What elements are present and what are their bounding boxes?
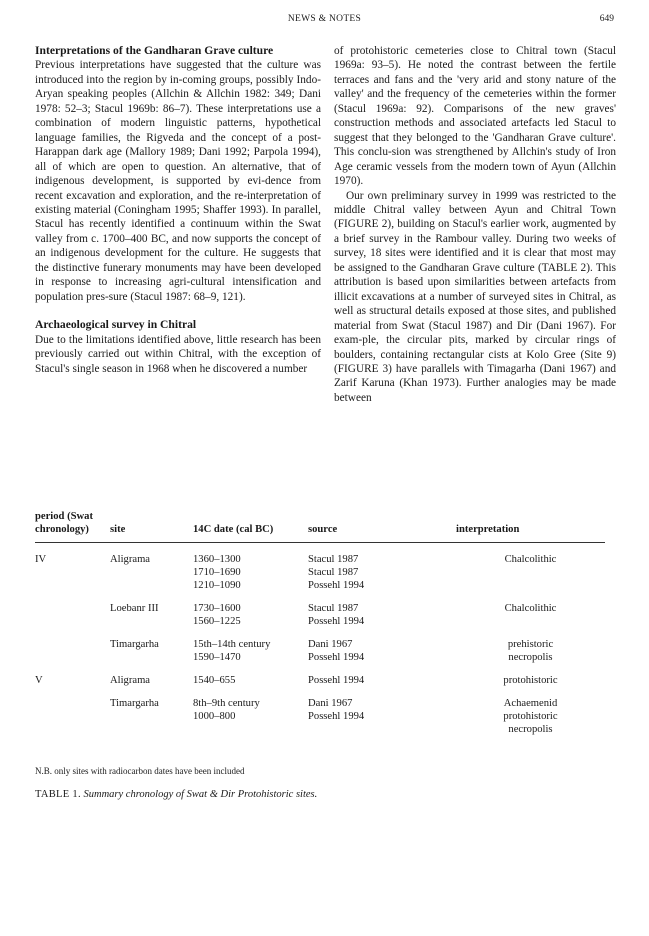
source-cell [308,697,456,736]
date-line: 1710–1690 [193,567,241,578]
interpretation-line: prehistoric [507,639,554,650]
date-cell [193,697,308,736]
date-cell [193,638,308,664]
source-line: Stacul 1987 [308,554,359,565]
interpretation-line: protohistoric [503,711,558,722]
period-cell: IV [35,554,47,565]
page-number: 649 [599,14,614,24]
table-header-row [35,510,605,536]
site-cell: Loebanr III [110,603,159,614]
date-line: 1210–1090 [193,580,241,591]
interpretation-line: Achaemenid [503,698,558,709]
right-column [334,44,616,405]
caption-text: Summary chronology of Swat & Dir Protohistoric sites. [83,789,318,800]
table-caption [35,789,317,800]
source-cell [308,674,456,687]
interpretation-cell [456,638,605,664]
interpretation-line: Chalcolithic [504,554,557,565]
source-cell [308,638,456,664]
source-line: Possehl 1994 [308,580,365,591]
table-row [35,638,605,664]
table-row [35,553,605,592]
section-heading-interpretations: Interpretations of the Gandharan Grave culture [35,44,274,57]
table-row [35,602,605,628]
section-heading-survey: Archaeological survey in Chitral [35,318,197,332]
chronology-table [35,510,605,736]
interpretation-cell [456,553,605,592]
source-cell [308,553,456,592]
date-line: 1000–800 [193,711,236,722]
interpretation-cell [456,602,605,628]
caption-label: TABLE 1. [35,789,81,800]
date-line: 1360–1300 [193,554,241,565]
date-line: 1730–1600 [193,603,241,614]
table-body [35,553,605,736]
date-line: 1590–1470 [193,652,241,663]
period-cell [35,638,110,664]
source-line: Possehl 1994 [308,711,365,722]
interpretation-line: Chalcolithic [504,603,557,614]
header-source: source [308,524,338,535]
source-line: Stacul 1987 [308,603,359,614]
date-line: 1540–655 [193,675,236,686]
date-cell [193,674,308,687]
table-note: N.B. only sites with radiocarbon dates have been included [35,766,245,776]
source-line: Dani 1967 [308,639,353,650]
date-cell [193,553,308,592]
period-cell [35,602,110,628]
site-cell: Timargarha [110,698,159,709]
site-cell: Aligrama [110,675,151,686]
source-line: Possehl 1994 [308,675,365,686]
paragraph-survey-intro: Due to the limitations identified above, little research has been previously carried out within Chitral, with the exception of Stacul's single season in 1968 when he discovered a number [35,333,321,375]
interpretation-line: necropolis [508,724,553,735]
table-row [35,697,605,736]
source-line: Possehl 1994 [308,616,365,627]
paragraph-preliminary-survey: Our own preliminary survey in 1999 was restricted to the middle Chitral valley between Ayun and Chitral Town (FIGURE 2), building on Stacul's earlier work, augmented by a brief survey in the Rambour valley. During two weeks of survey, 18 sites were identified and it is clear that most may be assigned to the Gandharan Grave culture (TABLE 2). This attribution is based upon similarities between artefacts from illicit excavations at a number of surveyed sites in Chitral, as well as structural details exposed at those sites, and published material from Swat (Stacul 1987) and Dir (Dani 1967). For exam-ple, the circular pits, marked by circular rings of boulders, containing rectangular cists at Kolo Gree (Site 9) (FIGURE 3) have parallels with Timagarha (Dani 1967) and Zarif Karuna (Khan 1973). Further analogies may be made between [334,189,616,404]
interpretation-line: necropolis [508,652,553,663]
left-column [35,44,321,376]
source-line: Possehl 1994 [308,652,365,663]
period-cell [35,697,110,736]
paragraph-interpretations: Previous interpretations have suggested that the culture was introduced into the region by in-coming groups, possibly Indo-Aryan speaking peoples (Allchin & Allchin 1982: 349; Dani 1978: 52–3; Stacul 1969b: 86–7). These interpretations use a combination of modern linguistic patterns, hypothetical language families, the Rigveda and the concept of a post-Harappan dark age (Mallory 1989; Dani 1992; Parpola 1994), all of which are open to question. An alternative, that of indigenous development, is supported by evi-dence from recent excavation and exploration, and the re-interpretation of existing material (Coningham 1995; Shaffer 1993). In parallel, Stacul has recently identified a continuum within the Swat valley from c. 1700–400 BC, and now supports the concept of an indigenous development for the culture. He suggests that the distinctive funerary monuments may have been developed in response to increasing agri-cultural intensification and population pres-sure (Stacul 1987: 68–9, 121). [35,59,321,303]
journal-section-title: NEWS & NOTES [287,14,362,24]
interpretation-line: protohistoric [503,675,558,686]
site-cell: Aligrama [110,554,151,565]
source-line: Stacul 1987 [308,567,359,578]
interpretation-cell [456,697,605,736]
period-cell: V [35,675,43,686]
interpretation-cell [456,674,605,687]
paragraph-stacul-cemeteries: of protohistoric cemeteries close to Chitral town (Stacul 1969a: 93–5). He noted the contrast between the fertile terraces and fans and the 'very arid and stony nature of the valley' and the frequency of the cemeteries within the former (Stacul 1969a: 92). Comparisons of the new graves' construction methods and associated artefacts led Stacul to suggest that they belonged to the 'Gandharan Grave culture'. This conclu-sion was strengthened by Allchin's study of Iron Age ceramic vessels from the modern town of Ayun (Allchin 1970). [334,45,616,188]
source-cell [308,602,456,628]
table-row [35,674,605,687]
header-interpretation: interpretation [456,524,520,535]
site-cell: Timargarha [110,639,159,650]
date-line: 1560–1225 [193,616,241,627]
header-date: 14C date (cal BC) [193,524,274,535]
date-line: 15th–14th century [193,639,271,650]
date-line: 8th–9th century [193,698,260,709]
date-cell [193,602,308,628]
header-period: period (Swat chronology) [35,511,93,535]
source-line: Dani 1967 [308,698,353,709]
header-site: site [110,524,126,535]
running-head [0,14,649,30]
